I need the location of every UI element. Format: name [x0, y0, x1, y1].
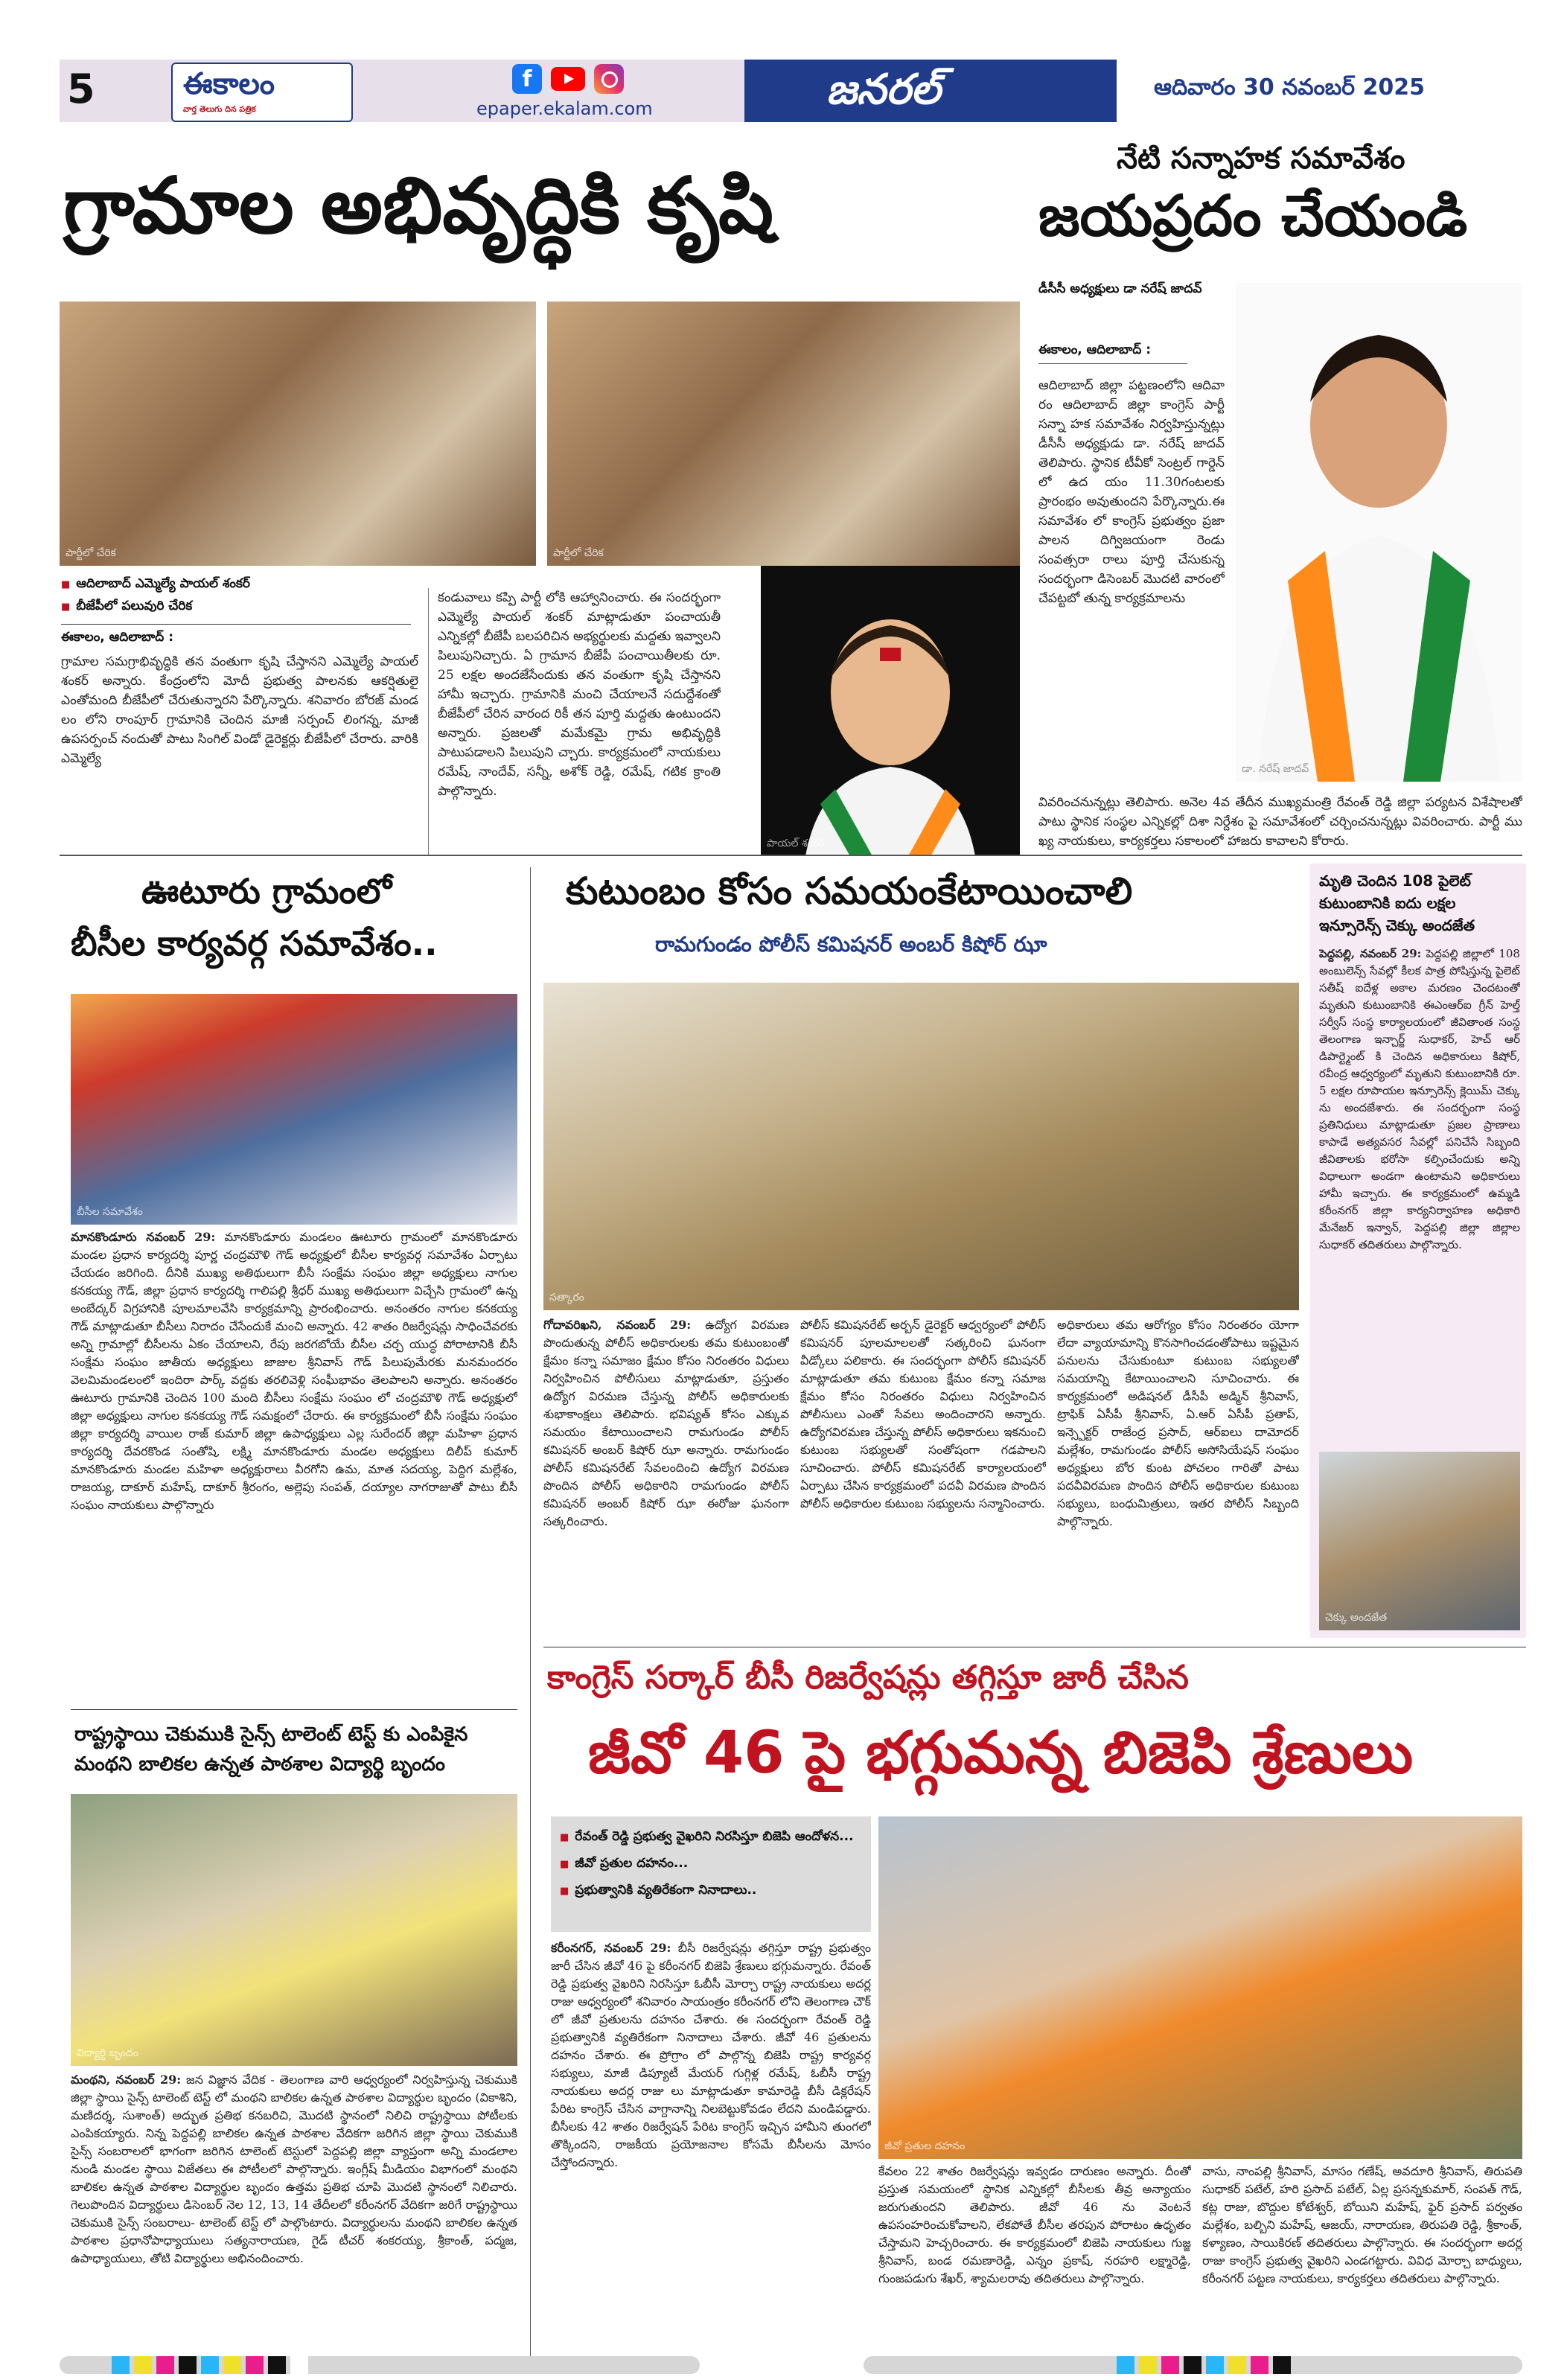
divider — [1038, 363, 1187, 364]
logo-tagline: వార్త తెలుగు దిన పత్రిక — [183, 104, 256, 114]
meeting-kicker: నేటి సన్నాహక సమావేశం — [1117, 141, 1405, 176]
registration-bar-left — [60, 2356, 700, 2374]
insurance-body — [1319, 945, 1520, 1429]
photo-bjp-protest: జీవో ప్రతుల దహనం — [878, 1816, 1522, 2159]
bc-dateline: మానకొండూరు నవంబర్ 29: — [71, 1230, 216, 1244]
column-rule — [530, 867, 531, 2356]
photo-adilabad-joining-1: పార్టీలో చేరిక — [60, 302, 536, 566]
photo-school-students: విద్యార్థి బృందం — [71, 1794, 517, 2066]
section-divider — [60, 855, 1522, 856]
color-swatch — [268, 2356, 286, 2374]
color-swatch — [1139, 2356, 1157, 2374]
page-number: 5 — [67, 66, 95, 112]
police-body-col3: అధికారులు తమ ఆరోగ్యం కోసం నిరంతరం యోగా లేదా వ్యాయామాన్ని కొనసాగించడంతోపాటు ఇష్టమైన పనులను చేసుకుంటూ కుటుంబ సభ్యులతో సమయాన్ని కేటాయించాలని సూచించారు. ఈ కార్యక్రమంలో అడిషనల్ డీసీపీ అడ్మిన్ శ్రీనివాస్, ట్రాఫిక్ ఏసీపీ శ్రీనివాస్, ఏ.ఆర్ ఏసీపీ ప్రతాప్, ఇన్స్పెక్టర్ రాజేంద్ర ప్రసాద్, ఆర్ఐలు దామోదర్ మల్లేశం, రామగుండం పోలీస్ అసోసియేషన్ సంఘం అధ్యక్షులు బోర కుంట పోచలం గారితో పాటు పదవీవిరమణ పొందిన పోలీస్ అధికారుల కుటుంబ సభ్యులు, బంధుమిత్రులు, ఇతర పోలీస్ సిబ్బంది పాల్గొన్నారు. — [1057, 1318, 1299, 1528]
go46-bullet-1: ■ రేవంత్ రెడ్డి ప్రభుత్వ వైఖరిని నిరసిస్తూ బిజెపి ఆందోళన... — [560, 1824, 865, 1851]
color-swatch — [1228, 2356, 1246, 2374]
color-swatch — [223, 2356, 241, 2374]
color-swatch — [179, 2356, 197, 2374]
bc-headline-line-1: ఊటూరు గ్రామంలో — [141, 871, 392, 911]
color-swatch — [1184, 2356, 1201, 2374]
police-headline: కుటుంబం కోసం సమయంకేటాయించాలి — [566, 870, 1133, 913]
police-body-col2: పోలీస్ కమిషనరేట్ అర్బన్ డైరెక్టర్ ఆధ్వర్యంలో పోలీస్ కమిషనర్ పూలమాలలతో సత్కరించి ఘనంగా వీడ్కోలు పలికారు. ఈ సందర్భంగా పోలీస్ కమిషనర్ మాట్లాడుతూ తమ కుటుంబ క్షేమం కన్నా సమాజ క్షేమం కోసం నిరంతరం విధులు నిర్వహించిన పోలీసులు ఎంతో సేవలు అందించారని అన్నారు. ఉద్యోగవిరమణ చేస్తున్న పోలీస్ అధికారులు ఇకనుంచి కుటుంబ సభ్యులతో సంతోషంగా గడపాలని సూచించారు. పోలీస్ కమిషనరేట్ కార్యాలయంలో ఏర్పాటు చేసిన కార్యక్రమంలో పదవీ విరమణ పొందిన పోలీస్ అధికారుల కుటుంబ సభ్యులను సన్మానించారు. — [800, 1318, 1046, 1510]
main-body-col2: కండువాలు కప్పి పార్టీ లోకి ఆహ్వానించారు. ఈ సందర్భంగా ఎమ్మెల్యే పాయల్ శంకర్ మాట్లాడుతూ పంచాయతీ ఎన్నికల్లో బీజేపీ బలపరిచిన అభ్యర్థులకు మద్దతు ఇవ్వాలని పిలుపునిచ్చారు. ఏ గ్రామాన బీజేపీ పంచాయితీలకు రూ. 25 లక్షల అందజేసేందుకు తన వంతుగా కృషి చేస్తానని హామీ ఇచ్చారు. గ్రామానికి మంచి చేయాలనే సదుద్దేశంతో బీజేపీలో చేరిన వారంద రికీ తన పూర్తి మద్దతు ఉంటుందని అన్నారు. ప్రజలతో మమేకమై గ్రామ అభివృద్ధికి పాటుపడాలని పిలుపుని చ్చారు. కార్యక్రమంలో నాయకులు రమేష్, నాందేవ్, సన్నీ, అశోక్ రెడ్డి, రమేష్, గటిక క్రాంతి పాల్గొన్నారు. — [438, 590, 721, 799]
color-swatch — [1251, 2356, 1268, 2374]
main-headline: గ్రామాల అభివృద్ధికి కృషి — [63, 160, 774, 251]
color-swatch — [1206, 2356, 1224, 2374]
meeting-body-full: వివరించనున్నట్లు తెలిపారు. అనెల 4వ తేదీన ముఖ్యమంత్రి రేవంత్ రెడ్డి జిల్లా పర్యటన విశేషాలతో పాటు స్థానిక సంస్థల ఎన్నికల్లో దిశా నిర్దేశం పై సమావేశంలో చర్చించనున్నట్లు వివరించారు. పార్టీ ము ఖ్య నాయకులు, కార్యకర్తలు సకాలంలో హాజరు కావాలని కోరారు. — [1038, 795, 1522, 849]
go46-headline-line-1: కాంగ్రెస్ సర్కార్ బీసీ రిజర్వేషన్లు తగ్గిస్తూ జారీ చేసిన — [547, 1659, 1189, 1697]
color-swatch — [134, 2356, 152, 2374]
color-swatch — [1273, 2356, 1291, 2374]
color-swatch — [290, 2356, 308, 2374]
go46-bullet-3: ■ ప్రభుత్వానికి వ్యతిరేకంగా నినాదాలు.. — [560, 1877, 865, 1904]
go46-bullets — [560, 1824, 865, 1904]
dcc-president-portrait: డా. నరేష్ జాదవ్ — [1236, 283, 1522, 782]
photo-adilabad-joining-2: పార్టీలో చేరిక — [547, 302, 1020, 566]
go46-dateline: కరీంనగర్, నవంబర్ 29: — [551, 1941, 671, 1955]
photo-bc-meeting: బీసీల సమావేశం — [71, 994, 517, 1225]
meeting-byline: డీసీసీ అధ్యక్షులు డా నరేష్ జాదవ్ — [1038, 281, 1202, 296]
school-body — [71, 2071, 517, 2350]
color-swatch — [1161, 2356, 1179, 2374]
insurance-dateline: పెద్దపల్లి, నవంబర్ 29: — [1319, 947, 1422, 960]
main-bullets — [61, 573, 433, 618]
police-subhead: రామగుండం పోలీస్ కమిషనర్ అంబర్ కిషోర్ ఝా — [655, 932, 1047, 957]
date-line: ఆదివారం 30 నవంబర్ 2025 — [1154, 74, 1426, 101]
insurance-headline: మృతి చెందిన 108 పైలెట్ కుటుంబానికి ఐదు లక్షల ఇన్సూరెన్స్ చెక్కు అందజేత — [1319, 872, 1475, 934]
go46-bullet-2: ■ జీవో ప్రతుల దహనం... — [560, 1851, 865, 1877]
section-title: జనరల్ — [826, 66, 941, 114]
photo-insurance-cheque: చెక్కు అందజేత — [1319, 1452, 1520, 1630]
police-body-col1 — [543, 1316, 789, 1692]
go46-body-col2: కేవలం 22 శాతం రిజర్వేషన్లు ఇవ్వడం దారుణం అన్నారు. దీంతో ప్రస్తుత సమయంలో స్థానిక ఎన్నికల్లో బీసీలకు తీవ్ర అన్యాయం జరుగుతుందని తెలిపారు. జీవో 46 ను వెంటనే ఉపసంహరించుకోవాలని, లేకపోతే బీసీల తరపున పోరాటం ఉధృతం చేస్తామని హెచ్చరించారు. ఈ కార్యక్రమంలో బిజెపి నాయకులు గుజ్జ శ్రీనివాస్, బండ రమణారెడ్డి, ఎన్నం ప్రకాష్, నరహరి లక్ష్మారెడ్డి, గుంజపడుగు శేఖర్, శ్యామలరావు తదితరులు పాల్గొన్నారు. — [878, 2164, 1191, 2285]
bc-headline-line-2: బీసీల కార్యవర్గ సమావేశం.. — [71, 923, 438, 963]
go46-body-col1 — [551, 1939, 871, 2352]
go46-body-col3: వాసు, నాంపల్లి శ్రీనివాస్, మాసం గణేష్, అవదూరి శ్రీనివాస్, తిరుపతి సుధాకర్ పటేల్, హరి ప్రసాద్ పటేల్, ఏల్ల ప్రసన్నకుమార్, సంపత్ గౌడ్, కట్ల రాజు, బొద్దుల కోటేశ్వర్, బోయిని మహేష్, ఫైర్ ప్రసాద్ పర్వతం మల్లేశం, బల్బిని మహేష్, ఆజయ్, నారాయణ, తిరుపతి రెడ్డి, శ్రీకాంత్, కళ్యాణం, సాయికిరణ్ తదితరులు పాల్గొన్నారు. ఈ సందర్భంగా అదర్ల రాజు కాంగ్రెస్ ప్రభుత్వ వైఖరిని ఎండగట్టారు. వివిధ మోర్చా బాధ్యులు, కరీంనగర్ పట్టణ నాయకులు, కార్యకర్తలు తదితరులు పాల్గొన్నారు. — [1202, 2164, 1522, 2285]
main-body-col1: గ్రామాల సమగ్రాభివృద్ధికి తన వంతుగా కృషి చేస్తానని ఎమ్మెల్యే పాయల్ శంకర్ అన్నారు. కేంద్రంలోని మోదీ ప్రభుత్వ పాలనకు ఆకర్షితులై ఎంతోమంది బీజేపీలో చేరుతున్నారని పేర్కొన్నారు. శనివారం బోరజ్ మండ లం లోని రాంపూర్ గ్రామానికి చెందిన మాజీ సర్పంచ్ లింగన్న, మాజీ ఉపసర్పంచ్ నందుతో పాటు సింగిల్ విండో డైరెక్టర్లు బీజేపీలో చేరారు. వారికి ఎమ్మెల్యే — [61, 654, 418, 766]
school-body-text: జన విజ్ఞాన వేదిక - తెలంగాణ వారి ఆధ్వర్యంలో నిర్వహిస్తున్న చెకుముకి జిల్లా స్థాయి సైన్స్ టాలెంట్ టెస్ట్ లో మంథని బాలికల ఉన్నత పాఠశాల విద్యార్థుల బృందం (వికాశిని, మణిదర్శ, సుశాంత్) అద్భుత ప్రతిభ కనబరిచి, మొదటి స్థానంలో నిలిచి రాష్ట్రస్థాయి పోటీలకు ఎంపికయ్యారు. నిన్న పెద్దపల్లి బాలికల ఉన్నత పాఠశాల వేదికగా జరిగిన జిల్లా స్థాయి చెకుముకి సైన్స్ సంబరాలలో భాగంగా జరిగిన టాలెంట్ టెస్టులో పెద్దపల్లి జిల్లా వ్యాప్తంగా అన్ని మండలాల నుండి మండల స్థాయి విజేతలు ఈ పోటీలలో పాల్గొన్నారు. ఇంగ్లీష్ మీడియం విభాగంలో మంథని బాలికల ఉన్నత పాఠశాల విద్యార్థుల బృందం ఉత్తమ ప్రతిభ చూపి మొదటి స్థానంలో నిలిచారు. గెలుపొందిన విద్యార్థులు డిసెంబర్ నెల 12, 13, 14 తేదీలలో కరీంనగర్ వేదికగా జరిగే రాష్ట్రస్థాయి చెకుముకి సైన్స్ సంబరాలు- టాలెంట్ టెస్ట్ లో పాల్గొంటారు. విద్యార్థులను మంథని బాలికల ఉన్నత పాఠశాల ప్రధానోపాధ్యాయులు సత్యనారాయణ, గైడ్ టీచర్ శంకరయ్య, శ్రీకాంత్, పద్మజ, ఉపాధ్యాయులు, తోటి విద్యార్థులు అభినందించారు. — [71, 2073, 517, 2265]
divider — [71, 1709, 517, 1710]
school-headline: రాష్ట్రస్థాయి చెకుముకి సైన్స్ టాలెంట్ టెస్ట్ కు ఎంపికైన మంథని బాలికల ఉన్నత పాఠశాల విద్యార్థి బృందం — [74, 1723, 468, 1776]
color-swatch — [112, 2356, 130, 2374]
main-bullet-2: ■ బీజేపీలో పలువురి చేరిక — [61, 596, 433, 618]
photo-police-felicitation: సత్కారం — [543, 983, 1299, 1310]
police-col1-text: ఉద్యోగ విరమణ పొందుతున్న పోలీస్ అధికారులకు తమ కుటుంబంతో క్షేమం కన్నా సమాజం క్షేమం కోసం నిరంతరం విధులు నిర్వహించిన పోలీసులు మాట్లాడుతూ, ప్రస్తుతం ఉద్యోగ విరమణ చేస్తున్న పోలీస్ అధికారులకు శుభాకాంక్షలు తెలిపారు. భవిష్యత్ కోసం ఎక్కువ సమయం కేటాయించాలని రామగుండం పోలీస్ కమిషనర్ అంబర్ కిషోర్ ఝా అన్నారు. రామగుండం పోలీస్ కమిషనరేట్ సేవలందించి ఉద్యోగ విరమణ పొందిన పోలీస్ అధికారిని రామగుండం పోలీస్ కమిషనర్ అంబర్ కిషోర్ ఝా ఈరోజు ఘనంగా సత్కరించారు. — [543, 1318, 789, 1528]
bc-body-text: మానకొండూరు మండలం ఊటూరు గ్రామంలో మానకొండూరు మండల ప్రధాన కార్యదర్శి పూర్ణ చంద్రమౌళి గౌడ్ అధ్యక్షులో బీసీల కార్యవర్గ సమావేశం ఏర్పాటు చేయడం జరిగింది. దీనికి ముఖ్య అతిథులుగా బీసీ సంక్షేమ సంఘం జిల్లా అధ్యక్షులు నాగుల కనకయ్య గౌడ్, జిల్లా ప్రధాన కార్యదర్శి గాలిపల్లి శ్రీధర్ ముఖ్య అతిథులుగా విచ్చేసి గ్రామంలో ఉన్న అంబేద్కర్ విగ్రహానికి పూలమాలవేసి కార్యక్రమాన్ని ప్రారంభించారు. అనంతరం నాగుల కనకయ్య గౌడ్ మాట్లాడుతూ బీసీలు నిరాదం చేసేందుకే మంచి అన్నారు. 42 శాతం రిజర్వేషన్లు సాధించేవరకు అన్ని గ్రామాల్లో బీసీలను ఏకం చేయాలని, రేపు జరగబోయే బీసీల చర్చ యుద్ధ పోరాటానికి బీసీ సంక్షేమ సంఘం జాతీయ అధ్యక్షులు జాజుల శ్రీనివాస్ గౌడ్ పిలుపుమేరకు మనమందరం వెలమిమండలంలో ఇందిరా పార్క్ వద్దకు తరలివెళ్లి సంఘీభావం తెలపాలని అన్నారు. అనంతరం ఊటూరు గ్రామానికి చెందిన 100 మంది బీసీలు సంక్షేమ సంఘం లో చంద్రమౌళి గౌడ్ అధ్యక్షులో జిల్లా అధ్యక్షులు నాగుల కనకయ్య గౌడ్ సమక్షంలో చేరారు. ఈ కార్యక్రమంలో బీసీ సంక్షేమ సంఘం జిల్లా కార్యదర్శి వాయిల రాజ్ కుమార్ జిల్లా ఉపాధ్యక్షులు ఎల్ల సురేందర్ జిల్లా మహిళా ప్రధాన కార్యదర్శి దేవరకొండ సంతోషి, లక్ష్మి మానకొండూరు మండల అధ్యక్షులు దిలీప్ కుమార్ మానకొండూరు మండల మహిళా అధ్యక్షురాలు వీరగోని ఉమ, మాత సదయ్య, పెద్దిగ మల్లేశం, రాజయ్య, దాకూర్ మహేష్, దాకూర్ శ్రీరంగం, అల్లెపు సంపత్, దయ్యాల నాగరాజుతో పాటు బీసీ సంఘం నాయకులు పాల్గొన్నారు — [71, 1230, 517, 1512]
color-swatch — [1117, 2356, 1134, 2374]
meeting-headline: జయప్రదం చేయండి — [1038, 182, 1468, 249]
color-swatch — [201, 2356, 219, 2374]
color-swatch — [246, 2356, 264, 2374]
masthead-logo — [171, 63, 353, 122]
epaper-url[interactable]: epaper.ekalam.com — [476, 98, 653, 119]
main-bullet-1: ■ ఆదిలాబాద్ ఎమ్మెల్యే పాయల్ శంకర్ — [61, 573, 433, 596]
facebook-icon[interactable]: f — [512, 64, 542, 94]
main-dateline: ఈకాలం, ఆదిలాబాద్ : — [61, 630, 173, 645]
instagram-icon[interactable] — [594, 64, 624, 94]
mla-portrait: పాయల్ శంకర్ — [761, 566, 1020, 856]
go46-headline-line-2: జీవో 46 పై భగ్గుమన్న బిజెపి శ్రేణులు — [588, 1720, 1414, 1787]
school-dateline: మంథని, నవంబర్ 29: — [71, 2073, 182, 2087]
divider — [61, 624, 411, 625]
insurance-body-text: పెద్దపల్లి జిల్లాలో 108 అంబులెన్స్ సేవల్లో కీలక పాత్ర పోషిస్తున్న పైలెట్ సతీష్ ఐదేళ్ల అకాల మరణం చెందటంతో మృతుని కుటుంబానికి ఈఎంఆర్ఐ గ్రీన్ హెల్త్ సర్వీస్ సంస్థ కార్యాలయంలో జీవితాంత సంస్థ తెలంగాణ ఇన్చార్జ్ సుధాకర్, హెచ్ ఆర్ డిపార్ట్మెంట్ కి చెందిన అధికారులు కిషోర్, రవీంద్ర ఆధ్వర్యంలో మృతుని కుటుంబానికి రూ. 5 లక్షల రూపాయల ఇన్సూరెన్స్ క్లెయిమ్ చెక్కు ను అందజేశారు. ఈ సందర్భంగా సంస్థ ప్రతినిధులు మాట్లాడుతూ ప్రజల ప్రాణాలు కాపాడే అత్యవసర సేవల్లో పనిచేసే సిబ్బంది జీవితాలకు భరోసా కల్పించేందుకు అన్ని విధాలుగా అండగా ఉంటామని అధికారులు హామీ ఇచ్చారు. ఈ కార్యక్రమంలో ఉమ్మడి కరీంనగర్ జిల్లా కార్యనిర్వాహణ అధికారి మేనేజర్ ఇన్వాన్, పెద్దపల్లి జిల్లా జిల్లాల సుధాకర్ తదితరులు పాల్గొన్నారు. — [1319, 947, 1520, 1251]
police-dateline: గోదావరిఖని, నవంబర్ 29: — [543, 1318, 692, 1332]
bc-body — [71, 1228, 517, 1705]
meeting-dateline: ఈకాలం, ఆదిలాబాద్ : — [1038, 342, 1151, 357]
youtube-icon[interactable] — [551, 67, 585, 91]
go46-col1-text: బీసీ రిజర్వేషన్లు తగ్గిస్తూ రాష్ట్ర ప్రభుత్వం జారీ చేసిన జీవో 46 పై కరీంనగర్ బిజెపి శ్రేణులు భగ్గుమన్నారు. రేవంత్ రెడ్డి ప్రభుత్వ వైఖరిని నిరసిస్తూ ఓబీసీ మోర్చా రాష్ట్ర నాయకులు అదర్ల రాజు ఆధ్వర్యంలో శనివారం సాయంత్రం కరీంనగర్ లోని తెలంగాణ చౌక్ లో జీవో ప్రతులను దహనం చేశారు. ఈ సందర్భంగా రేవంత్ రెడ్డి ప్రభుత్వానికి వ్యతిరేకంగా నినాదాలు చేశారు. జీవో 46 ప్రతులను దహనం చేశారు. ఈ ప్రోగ్రాం లో పాల్గొన్న బిజెపి రాష్ట్ర కార్యవర్గ సభ్యులు, మాజీ డిప్యూటీ మేయర్ గుగ్గిళ్ల రమేష్, ఓబీసీ రాష్ట్ర నాయకులు అదర్ల రాజు లు మాట్లాడుతూ కామారెడ్డి బీసీ డిక్లరేషన్ పేరిట కాంగ్రెస్ చేసిన వాగ్దానాన్ని నిలబెట్టుకోవడం లేదని మండిపడ్డారు. బీసీలకు 42 శాతం రిజర్వేషన్ పేరిట కాంగ్రెస్ ఇచ్చిన హామీని తుంగలో తొక్కిందని, రాజకీయ ప్రయోజనాల కోసమే బీసీలను మోసం చేస్తోందన్నారు. — [551, 1941, 871, 2169]
meeting-body-narrow: ఆదిలాబాద్ జిల్లా పట్టణంలోని ఆదివా రం ఆదిలాబాద్ జిల్లా కాంగ్రెస్ పార్టీ సన్నా హక సమావేశం నిర్వహిస్తున్నట్లు డీసీసీ అధ్యక్షుడు డా. నరేష్ జాదవ్ తెలిపారు. స్థానిక టీవీకో సెంట్రల్ గార్డెన్ లో ఉద యం 11.30గంటలకు ప్రారంభం అవుతుందని పేర్కొన్నారు.ఈ సమావేశం లో కాంగ్రెస్ ప్రభుత్వం ప్రజా పాలన దిగ్విజయంగా రెండు సంవత్సరా రాలు పూర్తి చేసుకున్న సందర్భంగా డిసెంబర్ మొదటి వారంలో చేపట్టబో తున్న కార్యక్రమాలను — [1038, 378, 1225, 606]
logo-text: ఈకాలం — [183, 67, 275, 101]
column-rule — [428, 588, 429, 856]
color-swatch — [156, 2356, 174, 2374]
